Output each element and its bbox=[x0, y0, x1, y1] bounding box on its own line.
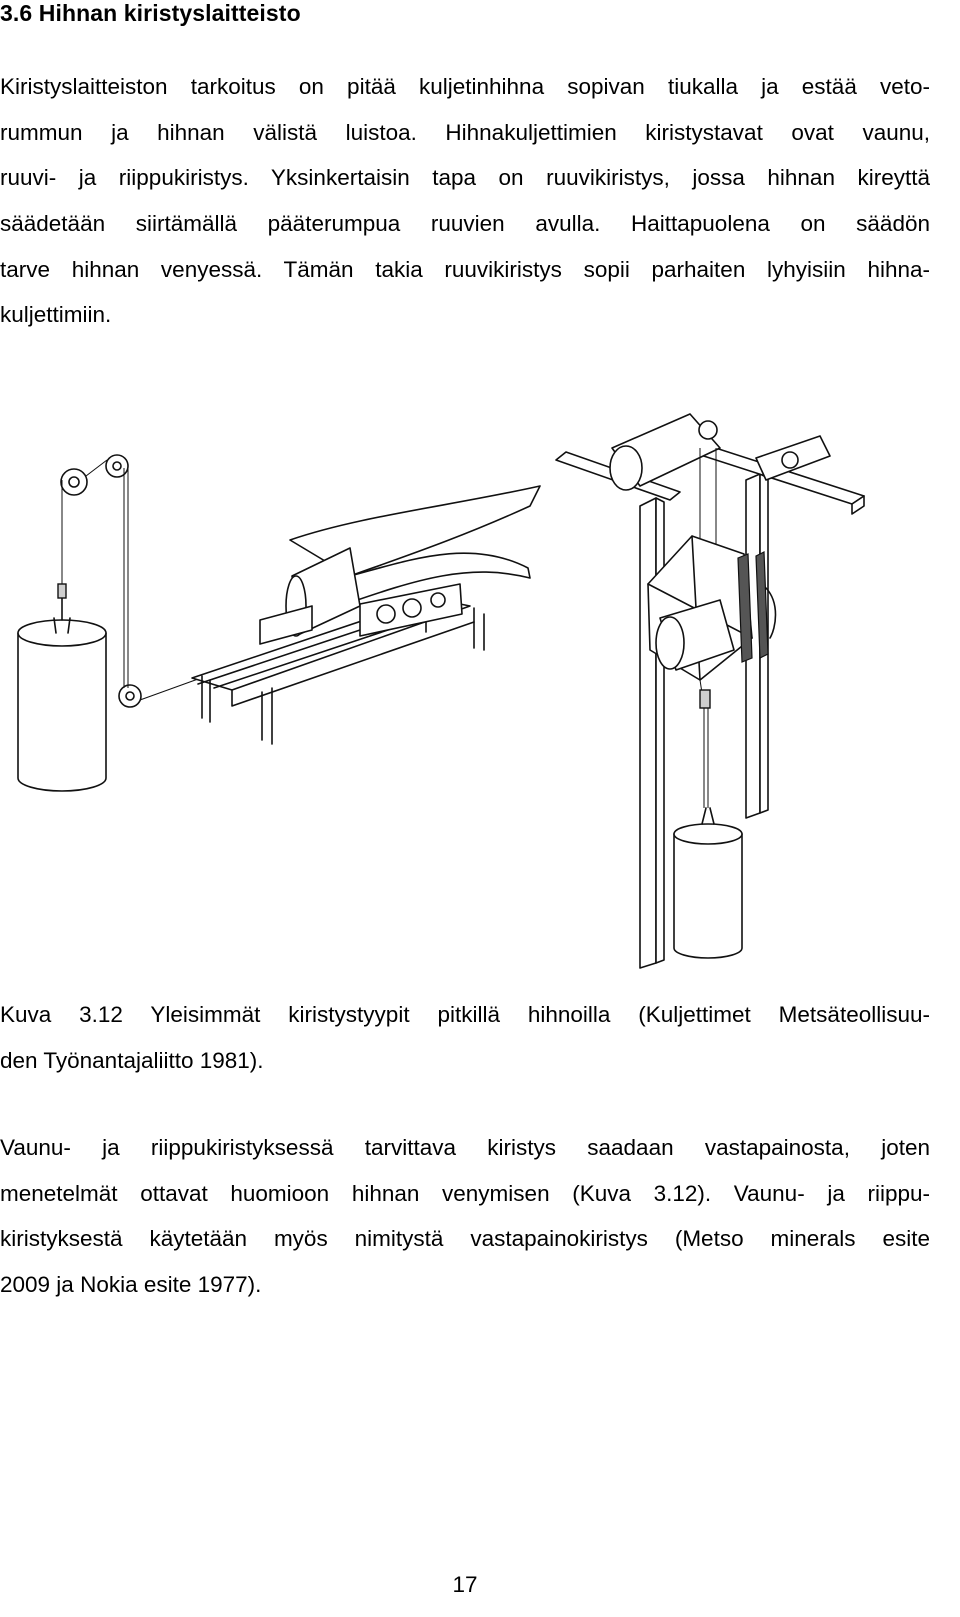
paragraph-line: tarve hihnan venyessä. Tämän takia ruuvikiristys sopii parhaiten lyhyisiin hihna- bbox=[0, 256, 930, 282]
tensioning-figure bbox=[0, 388, 930, 973]
paragraph-line: kuljettimiin. bbox=[0, 302, 112, 328]
paragraph-line: rummun ja hihnan välistä luistoa. Hihnakuljettimien kiristystavat ovat vaunu, bbox=[0, 119, 930, 145]
body-paragraph-1 bbox=[0, 64, 930, 338]
pulley-top-left-2 bbox=[106, 455, 128, 477]
paragraph-line: Kiristyslaitteiston tarkoitus on pitää kuljetinhihna sopivan tiukalla ja estää veto- bbox=[0, 74, 930, 99]
counterweight-left bbox=[18, 584, 106, 791]
paragraph-line: Vaunu- ja riippukiristyksessä tarvittava kiristys saadaan vastapainosta, joten bbox=[0, 1135, 930, 1160]
paragraph-line: kiristyksestä käytetään myös nimitystä vastapainokiristys (Metso minerals esite bbox=[0, 1226, 930, 1252]
pulley-top-left-1 bbox=[61, 469, 87, 495]
paragraph-line: menetelmät ottavat huomioon hihnan venymisen (Kuva 3.12). Vaunu- ja riippu- bbox=[0, 1180, 930, 1206]
caption-line: den Työnantajaliitto 1981). bbox=[0, 1047, 264, 1073]
section-heading: 3.6 Hihnan kiristyslaitteisto bbox=[0, 0, 301, 26]
figure-caption bbox=[0, 992, 930, 1083]
body-paragraph-2 bbox=[0, 1125, 930, 1308]
paragraph-line: 2009 ja Nokia esite 1977). bbox=[0, 1272, 262, 1298]
pulley-bottom-left bbox=[119, 685, 141, 707]
paragraph-line: säädetään siirtämällä pääterumpua ruuvien avulla. Haittapuolena on säädön bbox=[0, 211, 930, 237]
caption-line: Kuva 3.12 Yleisimmät kiristystyypit pitkillä hihnoilla (Kuljettimet Metsäteollisuu- bbox=[0, 1002, 930, 1027]
paragraph-line: ruuvi- ja riippukiristys. Yksinkertaisin tapa on ruuvikiristys, jossa hihnan kireyttä bbox=[0, 165, 930, 191]
carriage-takeup-illustration bbox=[18, 455, 540, 791]
carriage-frame bbox=[192, 598, 484, 744]
counterweight-right bbox=[674, 808, 742, 958]
page-number: 17 bbox=[452, 1572, 478, 1597]
gravity-takeup-illustration bbox=[556, 414, 864, 968]
